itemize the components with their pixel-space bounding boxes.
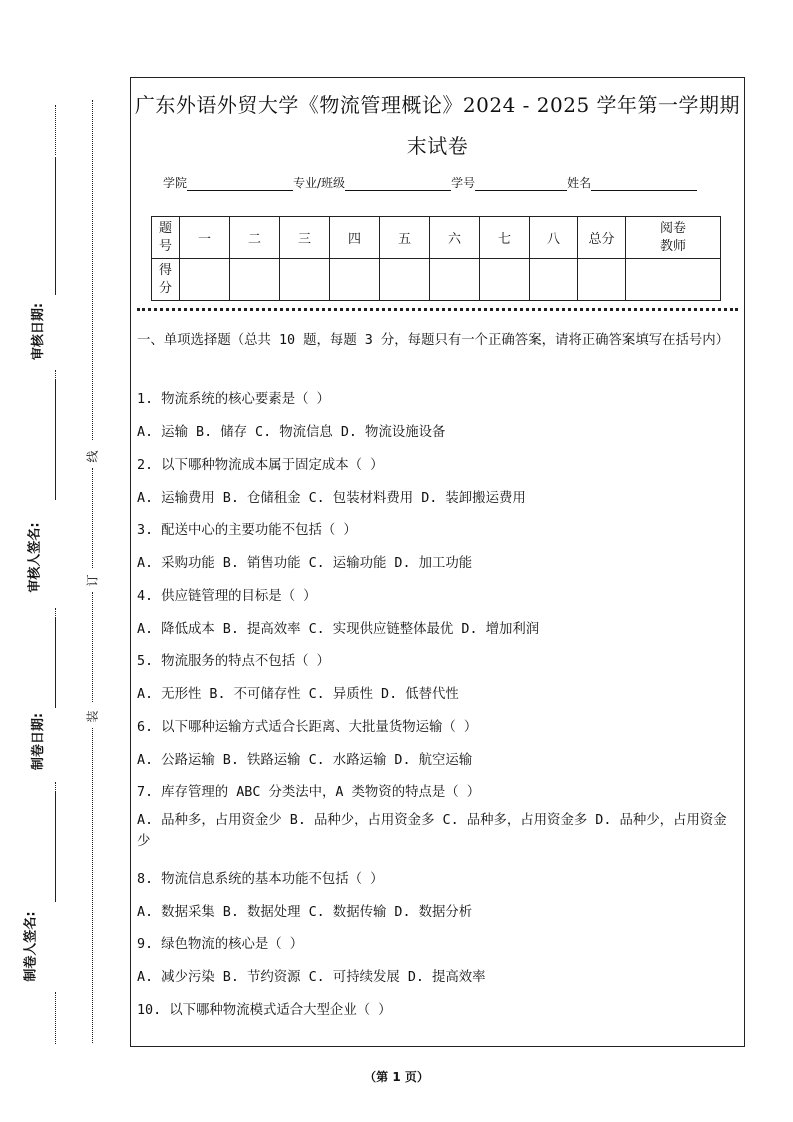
seal-dotted-line: [92, 728, 93, 1043]
col-2: 二: [230, 217, 280, 259]
question-3: 3. 配送中心的主要功能不包括（ ）: [137, 523, 357, 538]
col-1: 一: [180, 217, 230, 259]
question-6: 6. 以下哪种运输方式适合长距离、大批量货物运输（ ）: [137, 720, 478, 735]
question-4: 4. 供应链管理的目标是（ ）: [137, 589, 317, 604]
question-8: 8. 物流信息系统的基本功能不包括（ ）: [137, 872, 384, 887]
options-4: A. 降低成本 B. 提高效率 C. 实现供应链整体最优 D. 增加利润: [137, 622, 540, 637]
binding-dotted-line: [55, 370, 56, 380]
options-2: A. 运输费用 B. 仓储租金 C. 包装材料费用 D. 装卸搬运费用: [137, 491, 526, 506]
exam-title-line1: 广东外语外贸大学《物流管理概论》2024 - 2025 学年第一学期期: [134, 93, 741, 117]
col-8: 八: [530, 217, 578, 259]
col-total: 总分: [578, 217, 626, 259]
binding-dotted-line: [55, 105, 56, 155]
name-field[interactable]: [591, 178, 697, 191]
binding-dotted-line: [55, 992, 56, 1044]
separator-dotted-line: [137, 308, 738, 311]
score-cell[interactable]: [280, 259, 330, 301]
name-label: 姓名: [567, 176, 592, 190]
exam-page-frame: [130, 77, 745, 1047]
question-9: 9. 绿色物流的核心是（ ）: [137, 937, 304, 952]
options-5: A. 无形性 B. 不可储存性 C. 异质性 D. 低替代性: [137, 687, 459, 702]
question-10: 10. 以下哪种物流模式适合大型企业（ ）: [137, 1003, 392, 1018]
binding-dotted-line: [55, 782, 56, 792]
options-6: A. 公路运输 B. 铁路运输 C. 水路运输 D. 航空运输: [137, 753, 473, 768]
seal-char-line: 线: [85, 450, 100, 463]
question-5: 5. 物流服务的特点不包括（ ）: [137, 654, 330, 669]
seal-dotted-line: [92, 468, 93, 568]
col-5: 五: [380, 217, 430, 259]
seal-char-pack: 装: [85, 710, 100, 723]
col-3: 三: [280, 217, 330, 259]
options-9: A. 减少污染 B. 节约资源 C. 可持续发展 D. 提高效率: [137, 970, 486, 985]
score-table: [151, 216, 721, 301]
maker-date-label: 制卷日期:: [31, 712, 47, 771]
score-cell-grader[interactable]: [626, 259, 721, 301]
col-6: 六: [430, 217, 480, 259]
reviewer-date-label: 审核日期:: [31, 302, 47, 361]
section1-heading: 一、单项选择题（总共 10 题，每题 3 分，每题只有一个正确答案，请将正确答案填写在括号内）: [137, 333, 730, 348]
score-text: 得分: [158, 262, 172, 296]
student-id-field[interactable]: [475, 178, 567, 191]
question-no-text: 题号: [158, 220, 172, 254]
score-cell[interactable]: [230, 259, 280, 301]
options-8: A. 数据采集 B. 数据处理 C. 数据传输 D. 数据分析: [137, 905, 473, 920]
score-cell[interactable]: [330, 259, 380, 301]
college-field[interactable]: [187, 178, 293, 191]
score-cell[interactable]: [480, 259, 530, 301]
col-7: 七: [480, 217, 530, 259]
seal-char-bind: 订: [85, 574, 100, 587]
options-1: A. 运输 B. 储存 C. 物流信息 D. 物流设施设备: [137, 425, 446, 440]
question-2: 2. 以下哪种物流成本属于固定成本（ ）: [137, 458, 384, 473]
score-cell[interactable]: [380, 259, 430, 301]
seal-dotted-line: [92, 100, 93, 440]
grader-text: 阅卷教师: [659, 220, 686, 254]
seal-dotted-line: [92, 592, 93, 702]
page-number: （第 1 页）: [364, 1070, 429, 1084]
student-info-row: [163, 174, 697, 191]
score-header: [152, 259, 180, 301]
college-label: 学院: [163, 176, 188, 190]
major-class-field[interactable]: [345, 178, 451, 191]
question-1: 1. 物流系统的核心要素是（ ）: [137, 392, 330, 407]
score-cell[interactable]: [530, 259, 578, 301]
maker-sign-underline: [55, 792, 56, 902]
options-7: A. 品种多，占用资金少 B. 品种少，占用资金多 C. 品种多，占用资金多 D. 品种少，占用资金少: [137, 813, 727, 849]
maker-date-underline: [55, 618, 56, 708]
reviewer-sign-underline: [55, 380, 56, 500]
exam-title-line2: 末试卷: [406, 134, 469, 158]
score-cell-total[interactable]: [578, 259, 626, 301]
options-3: A. 采购功能 B. 销售功能 C. 运输功能 D. 加工功能: [137, 556, 473, 571]
score-table-header-row: [152, 217, 721, 259]
reviewer-date-underline: [55, 157, 56, 295]
reviewer-sign-label: 审核人签名:: [27, 522, 43, 593]
question-no-header: [152, 217, 180, 259]
major-class-label: 专业/班级: [293, 176, 346, 190]
student-id-label: 学号: [451, 176, 476, 190]
score-cell[interactable]: [430, 259, 480, 301]
question-7: 7. 库存管理的 ABC 分类法中，A 类物资的特点是（ ）: [137, 785, 481, 800]
score-cell[interactable]: [180, 259, 230, 301]
maker-sign-label: 制卷人签名:: [23, 911, 39, 982]
score-table-score-row: [152, 259, 721, 301]
binding-dotted-line: [55, 608, 56, 618]
col-4: 四: [330, 217, 380, 259]
col-grader: [626, 217, 721, 259]
